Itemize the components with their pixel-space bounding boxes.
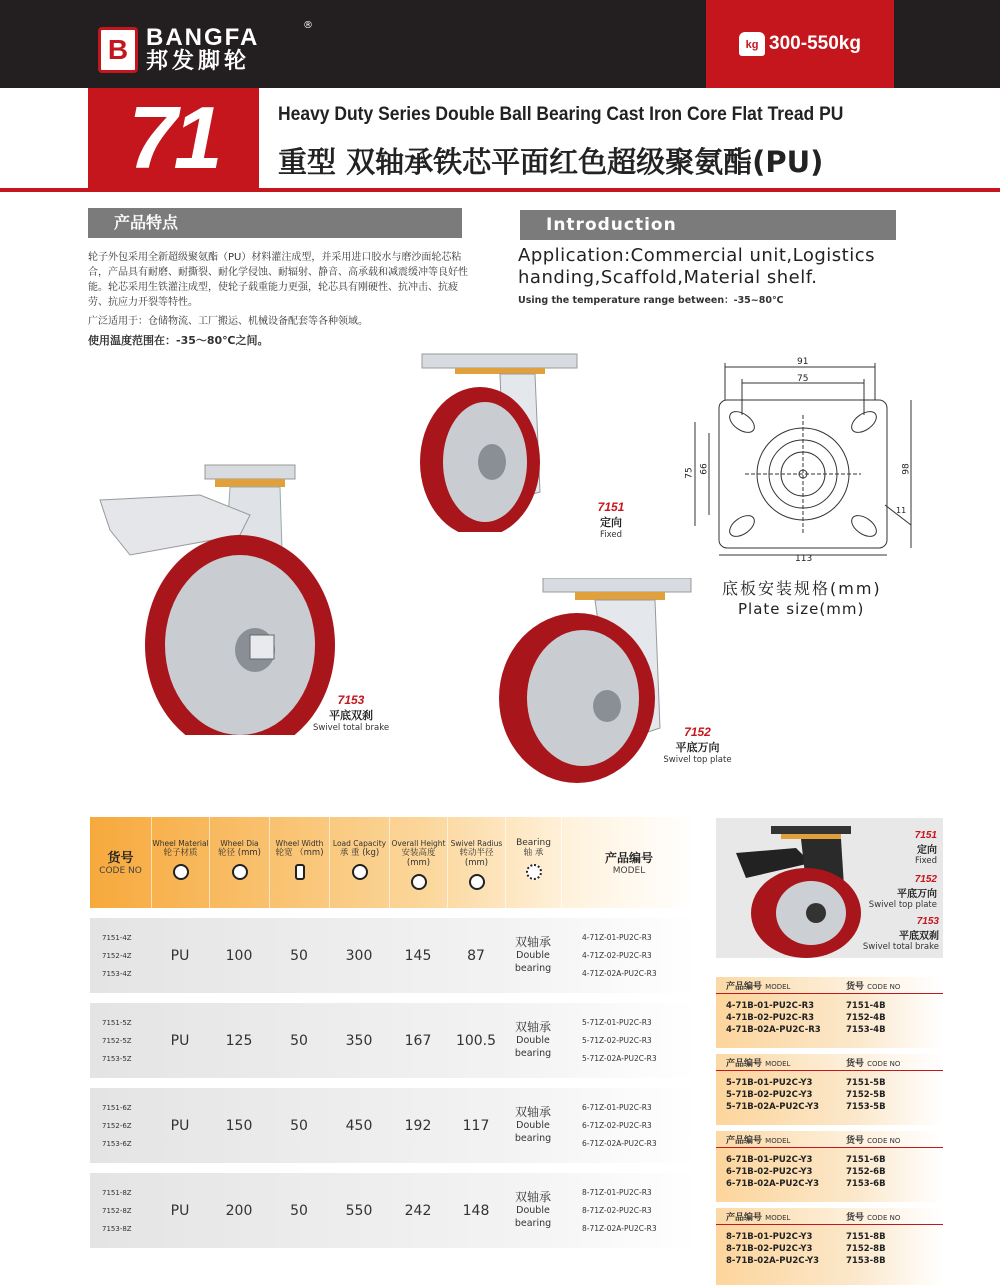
side-head-code-cn: 货号	[846, 1212, 865, 1223]
code-item: 7153-8Z	[102, 1224, 132, 1233]
divider	[0, 188, 1000, 192]
code-item: 7153-4Z	[102, 969, 132, 978]
caster-7153-name-cn: 平底双刹	[329, 709, 373, 722]
side-code-item: 7151-5B	[846, 1078, 886, 1088]
application-text: Application:Commercial unit,Logistics handing,Scaffold,Material shelf.	[518, 245, 875, 288]
model-item: 5-71Z-02-PU2C-R3	[582, 1035, 652, 1045]
plate-caption-cn: 底板安装规格(mm)	[722, 579, 882, 598]
header-radius	[447, 817, 505, 908]
side-head-model-en: MODEL	[765, 1136, 791, 1145]
cell-load: 450	[345, 1117, 373, 1134]
cell-dia: 125	[225, 1032, 253, 1049]
row-models	[570, 1173, 696, 1248]
model-item: 6-71Z-02-PU2C-R3	[582, 1120, 652, 1130]
side-model-item: 5-71B-01-PU2C-Y3	[726, 1078, 813, 1088]
dimension-left-outer: 75	[684, 467, 695, 479]
features-heading: 产品特点	[88, 208, 462, 238]
height-icon	[411, 874, 427, 890]
header-width	[269, 817, 329, 908]
model-item: 8-71Z-01-PU2C-R3	[582, 1187, 652, 1197]
side-models	[716, 1231, 846, 1285]
bearing-en: bearing	[514, 1048, 552, 1059]
header-model	[561, 817, 696, 908]
table-row	[90, 1173, 696, 1248]
features-application: 广泛适用于：仓储物流、工厂搬运、机械设备配套等各种领域。	[88, 316, 368, 327]
header-load-cn: 承 重 (kg)	[339, 848, 380, 858]
side-head-code-en: CODE NO	[867, 1213, 901, 1222]
features-text	[88, 250, 468, 352]
side-head-code	[846, 1133, 943, 1146]
swivel-radius-icon	[469, 874, 485, 890]
dimension-right: 98	[901, 463, 912, 475]
side-codes	[846, 1154, 943, 1202]
plate-caption-en: Plate size(mm)	[738, 600, 865, 618]
cell-load: 300	[345, 947, 373, 964]
model-item: 5-71Z-02A-PU2C-R3	[582, 1053, 657, 1063]
bearing-cn: 双轴承	[514, 935, 551, 949]
load-icon	[352, 864, 368, 880]
model-item: 5-71Z-01-PU2C-R3	[582, 1017, 652, 1027]
header-height-cn: 安装高度(mm)	[401, 848, 436, 868]
caster-7153-image	[90, 445, 360, 735]
side-code-item: 7152-5B	[846, 1090, 886, 1100]
header-bearing-en: Bearing	[516, 838, 551, 848]
row-codes	[90, 918, 151, 993]
side-models	[716, 1077, 846, 1125]
header-width-cn: 轮宽 （mm)	[275, 848, 324, 858]
weight-icon: kg	[739, 32, 765, 56]
cell-dia: 100	[225, 947, 253, 964]
table-row	[90, 1088, 696, 1163]
side-codes	[846, 1000, 943, 1048]
caster-7151-name-cn: 定向	[600, 516, 622, 529]
logo-mark: B	[98, 27, 138, 73]
bearing-cn: 双轴承	[514, 1020, 551, 1034]
bearing-en: bearing	[514, 1133, 552, 1144]
header-height-en: Overall Height	[391, 839, 446, 848]
bearing-cn: 双轴承	[514, 1105, 551, 1119]
row-models	[570, 1088, 696, 1163]
header-dia-en: Wheel Dia	[220, 839, 259, 848]
row-codes	[90, 1173, 151, 1248]
side-block-body	[716, 994, 943, 1048]
bearing-en: bearing	[514, 963, 552, 974]
header-bearing	[505, 817, 561, 908]
load-range: 300-550kg	[769, 33, 861, 54]
cell-radius: 117	[462, 1117, 490, 1134]
cell-bearing	[505, 1088, 561, 1163]
width-icon	[295, 864, 305, 880]
side-block-header	[716, 1054, 943, 1071]
model-item: 4-71Z-02-PU2C-R3	[582, 950, 652, 960]
cell-width: 50	[290, 947, 308, 964]
model-item: 4-71Z-02A-PU2C-R3	[582, 968, 657, 978]
side-head-model-cn: 产品编号	[726, 1058, 763, 1069]
brand-logo	[98, 20, 313, 74]
side-model-item: 4-71B-01-PU2C-R3	[726, 1001, 815, 1011]
table-row	[90, 1003, 696, 1078]
side-label-cn: 平底万向	[897, 889, 937, 900]
side-head-model-cn: 产品编号	[726, 1135, 763, 1146]
code-item: 7153-5Z	[102, 1054, 132, 1063]
side-head-model	[716, 979, 846, 992]
row-codes	[90, 1088, 151, 1163]
brand-name-cn: 邦发脚轮	[146, 49, 251, 74]
side-label-code: 7151	[914, 830, 937, 841]
row-models	[570, 918, 696, 993]
side-models	[716, 1154, 846, 1202]
side-head-model-cn: 产品编号	[726, 1212, 763, 1223]
side-head-code	[846, 1056, 943, 1069]
cell-dia: 150	[225, 1117, 253, 1134]
bearing-en: Double	[516, 1120, 550, 1131]
header-height	[389, 817, 447, 908]
cell-bearing	[505, 1173, 561, 1248]
caster-7153-label	[296, 693, 406, 733]
cell-material: PU	[170, 1032, 190, 1049]
side-label-code: 7152	[914, 874, 937, 885]
side-head-code-en: CODE NO	[867, 982, 901, 991]
side-codes	[846, 1077, 943, 1125]
side-label-7153	[863, 916, 939, 952]
caster-7153-code: 7153	[337, 693, 365, 707]
cell-width: 50	[290, 1117, 308, 1134]
side-model-item: 5-71B-02-PU2C-Y3	[726, 1090, 813, 1100]
header-width-en: Wheel Width	[275, 839, 324, 848]
bearing-en: Double	[516, 1205, 550, 1216]
cell-height: 192	[404, 1117, 432, 1134]
side-models	[716, 1000, 846, 1048]
cell-material: PU	[170, 947, 190, 964]
registered-mark: ®	[303, 20, 313, 31]
table-row	[90, 918, 696, 993]
side-head-model-cn: 产品编号	[726, 981, 763, 992]
side-block	[716, 1208, 943, 1285]
model-item: 6-71Z-01-PU2C-R3	[582, 1102, 652, 1112]
side-label-en: Swivel top plate	[868, 900, 937, 910]
cell-width: 50	[290, 1202, 308, 1219]
dimension-top-inner: 75	[797, 374, 809, 384]
side-model-item: 6-71B-02A-PU2C-Y3	[726, 1179, 820, 1189]
model-item: 8-71Z-02-PU2C-R3	[582, 1205, 652, 1215]
model-item: 4-71Z-01-PU2C-R3	[582, 932, 652, 942]
bearing-en: Double	[516, 950, 550, 961]
side-model-item: 4-71B-02A-PU2C-R3	[726, 1025, 821, 1035]
features-paragraph: 轮子外包采用全新超级聚氨酯（PU）材料灌注成型，并采用进口胶水与磨沙面轮芯粘合，产品具有耐磨、耐撕裂、耐化学侵蚀、耐辐射、静音、高承载和减震缓冲等良好性能。轮芯采用生铁灌注成型，使轮子载重能力更强，轮芯具有刚硬性、抗冲击、抗疲劳、抗应力开裂等特性。	[88, 252, 468, 308]
side-head-model-en: MODEL	[765, 1213, 791, 1222]
side-head-model	[716, 1210, 846, 1223]
header-radius-cn: 转动半径(mm)	[459, 848, 494, 868]
load-range-badge	[706, 0, 894, 88]
side-head-model	[716, 1056, 846, 1069]
plate-drawing	[685, 355, 925, 570]
header-dia-cn: 轮径 (mm)	[218, 848, 261, 858]
model-item: 6-71Z-02A-PU2C-R3	[582, 1138, 657, 1148]
caster-7151-code: 7151	[597, 500, 625, 514]
row-codes	[90, 1003, 151, 1078]
dimension-top-outer: 91	[797, 357, 809, 367]
side-block-header	[716, 977, 943, 994]
cell-material: PU	[170, 1202, 190, 1219]
header-material-en: Wheel Material	[152, 839, 209, 848]
side-head-model-en: MODEL	[765, 982, 791, 991]
brand-name-en: BANGFA	[146, 24, 260, 51]
cell-bearing	[505, 918, 561, 993]
side-code-item: 7151-8B	[846, 1232, 886, 1242]
side-block	[716, 1054, 943, 1125]
cell-load: 350	[345, 1032, 373, 1049]
code-item: 7152-6Z	[102, 1121, 132, 1130]
bearing-en: bearing	[514, 1218, 552, 1229]
wheel-icon	[173, 864, 189, 880]
header-load-en: Load Capacity	[332, 839, 387, 848]
side-label-cn: 平底双刹	[899, 931, 939, 942]
side-block-header	[716, 1131, 943, 1148]
caster-7152-name-en: Swivel top plate	[663, 755, 732, 765]
caster-7152-label	[650, 725, 745, 765]
introduction-heading: Introduction	[520, 210, 896, 240]
model-item: 8-71Z-02A-PU2C-R3	[582, 1223, 657, 1233]
caster-7153-name-en: Swivel total brake	[312, 723, 390, 733]
side-code-item: 7152-4B	[846, 1013, 886, 1023]
side-code-item: 7153-4B	[846, 1025, 886, 1035]
side-model-item: 8-71B-02-PU2C-Y3	[726, 1244, 813, 1254]
header-load	[329, 817, 389, 908]
code-item: 7151-6Z	[102, 1103, 132, 1112]
cell-width: 50	[290, 1032, 308, 1049]
header-bearing-cn: 轴 承	[523, 848, 544, 858]
side-code-item: 7153-5B	[846, 1102, 886, 1112]
header-code-cn: 货号	[107, 851, 134, 866]
header-code-en: CODE NO	[99, 866, 142, 876]
diameter-icon	[232, 864, 248, 880]
side-code-item: 7152-8B	[846, 1244, 886, 1254]
code-item: 7151-4Z	[102, 933, 132, 942]
header-material	[151, 817, 209, 908]
side-head-code-en: CODE NO	[867, 1059, 901, 1068]
side-head-code-cn: 货号	[846, 981, 865, 992]
side-model-item: 8-71B-02A-PU2C-Y3	[726, 1256, 820, 1266]
side-head-model-en: MODEL	[765, 1059, 791, 1068]
header-radius-en: Swivel Radius	[450, 839, 503, 848]
side-block	[716, 977, 943, 1048]
caster-7151-name-en: Fixed	[599, 530, 623, 540]
cell-bearing	[505, 1003, 561, 1078]
side-block-body	[716, 1225, 943, 1285]
code-item: 7153-6Z	[102, 1139, 132, 1148]
title-en: Heavy Duty Series Double Ball Bearing Cast Iron Core Flat Tread PU	[278, 104, 844, 125]
side-block-header	[716, 1208, 943, 1225]
series-number: 71	[88, 88, 259, 188]
side-head-code	[846, 979, 943, 992]
code-item: 7151-8Z	[102, 1188, 132, 1197]
code-item: 7152-5Z	[102, 1036, 132, 1045]
side-code-item: 7151-4B	[846, 1001, 886, 1011]
code-item: 7152-4Z	[102, 951, 132, 960]
cell-height: 167	[404, 1032, 432, 1049]
side-label-7151	[915, 830, 937, 866]
side-code-item: 7153-6B	[846, 1179, 886, 1189]
side-code-item: 7151-6B	[846, 1155, 886, 1165]
caster-7152-name-cn: 平底万向	[675, 741, 720, 754]
header-code	[90, 817, 151, 908]
side-model-item: 6-71B-01-PU2C-Y3	[726, 1155, 813, 1165]
bearing-icon	[526, 864, 542, 880]
cell-height: 242	[404, 1202, 432, 1219]
spec-table-header	[90, 817, 696, 908]
cell-radius: 100.5	[455, 1032, 497, 1049]
side-block-body	[716, 1148, 943, 1202]
code-item: 7152-8Z	[102, 1206, 132, 1215]
row-models	[570, 1003, 696, 1078]
side-caster-photo	[716, 818, 943, 958]
black-caster-image	[716, 818, 876, 958]
side-label-cn: 定向	[917, 845, 937, 856]
side-model-item: 5-71B-02A-PU2C-Y3	[726, 1102, 820, 1112]
side-label-7152	[869, 874, 937, 910]
header-model-en: MODEL	[612, 866, 646, 876]
header-material-cn: 轮子材质	[163, 848, 198, 858]
dimension-left-inner: 66	[699, 463, 710, 475]
side-head-code-cn: 货号	[846, 1135, 865, 1146]
cell-dia: 200	[225, 1202, 253, 1219]
side-codes	[846, 1231, 943, 1285]
side-label-en: Fixed	[914, 856, 937, 866]
cell-material: PU	[170, 1117, 190, 1134]
side-model-item: 4-71B-02-PU2C-R3	[726, 1013, 815, 1023]
side-head-code-en: CODE NO	[867, 1136, 901, 1145]
side-label-code: 7153	[916, 916, 939, 927]
side-model-item: 8-71B-01-PU2C-Y3	[726, 1232, 813, 1242]
caster-7151-label	[576, 500, 646, 540]
side-block	[716, 1131, 943, 1202]
bearing-en: Double	[516, 1035, 550, 1046]
caster-7151-image	[410, 352, 585, 532]
header-dia	[209, 817, 269, 908]
cell-radius: 87	[467, 947, 485, 964]
header-model-cn: 产品编号	[604, 851, 653, 865]
caster-7152-code: 7152	[684, 725, 711, 739]
dimension-slot: 11	[896, 506, 907, 515]
cell-height: 145	[404, 947, 432, 964]
dimension-bottom: 113	[795, 554, 813, 564]
cell-radius: 148	[462, 1202, 490, 1219]
side-block-body	[716, 1071, 943, 1125]
logo-text	[146, 26, 259, 74]
bearing-cn: 双轴承	[514, 1190, 551, 1204]
code-item: 7151-5Z	[102, 1018, 132, 1027]
side-head-model	[716, 1133, 846, 1146]
title-cn: 重型 双轴承铁芯平面红色超级聚氨酯(PU)	[278, 145, 824, 179]
side-code-item: 7152-6B	[846, 1167, 886, 1177]
cell-load: 550	[345, 1202, 373, 1219]
side-code-item: 7153-8B	[846, 1256, 886, 1266]
side-model-item: 6-71B-02-PU2C-Y3	[726, 1167, 813, 1177]
features-temperature: 使用温度范围在：-35～80℃之间。	[88, 334, 269, 347]
side-head-code-cn: 货号	[846, 1058, 865, 1069]
side-label-en: Swivel total brake	[862, 942, 939, 952]
temperature-text: Using the temperature range between：-35~80℃	[518, 295, 784, 306]
side-head-code	[846, 1210, 943, 1223]
